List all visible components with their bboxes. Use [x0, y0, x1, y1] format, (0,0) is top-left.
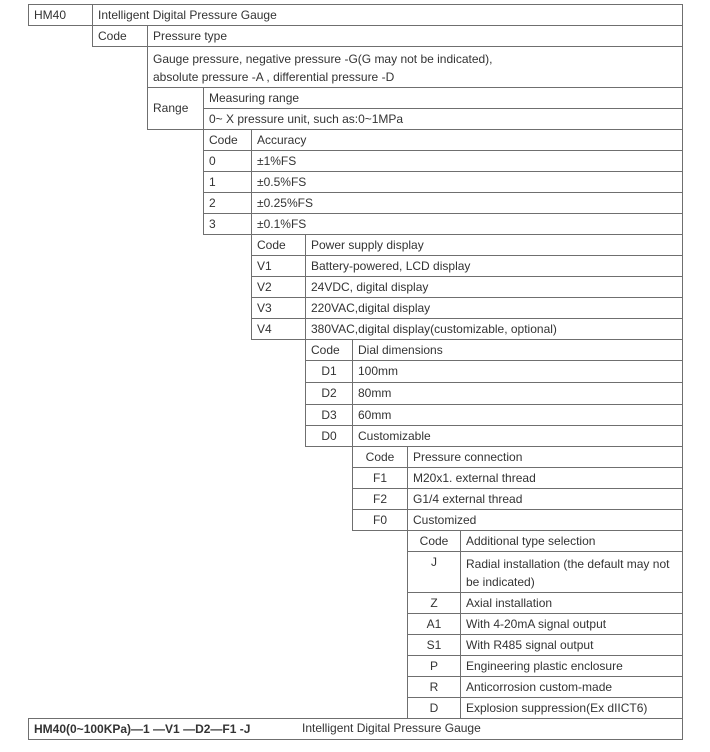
measuring-range-header: Measuring range — [203, 87, 683, 109]
connection-code: F2 — [352, 488, 408, 510]
power-value: Battery-powered, LCD display — [305, 255, 683, 277]
power-value: 220VAC,digital display — [305, 297, 683, 319]
pressure-type-header: Pressure type — [147, 25, 683, 47]
power-code: V2 — [251, 276, 306, 298]
additional-code: S1 — [407, 634, 461, 656]
connection-code-header: Code — [352, 446, 408, 468]
dial-code: D1 — [305, 360, 353, 383]
power-header: Power supply display — [305, 234, 683, 256]
additional-code-header: Code — [407, 530, 461, 552]
connection-value: M20x1. external thread — [407, 467, 683, 489]
accuracy-code: 3 — [203, 213, 252, 235]
accuracy-header: Accuracy — [251, 129, 683, 151]
additional-value: With 4-20mA signal output — [460, 613, 683, 635]
accuracy-code: 2 — [203, 192, 252, 214]
dial-code-header: Code — [305, 339, 353, 361]
power-code: V4 — [251, 318, 306, 340]
additional-header: Additional type selection — [460, 530, 683, 552]
dial-value: 100mm — [352, 360, 683, 383]
connection-code: F1 — [352, 467, 408, 489]
additional-code: P — [407, 655, 461, 677]
model-code-cell: HM40 — [28, 4, 93, 26]
additional-value: With R485 signal output — [460, 634, 683, 656]
range-label: Range — [147, 87, 204, 130]
additional-value: Radial installation (the default may not be indicated) — [460, 551, 683, 593]
accuracy-value: ±0.25%FS — [251, 192, 683, 214]
dial-value: Customizable — [352, 425, 683, 447]
dial-code: D3 — [305, 404, 353, 426]
dial-value: 60mm — [352, 404, 683, 426]
power-value: 24VDC, digital display — [305, 276, 683, 298]
accuracy-code: 1 — [203, 171, 252, 193]
accuracy-code: 0 — [203, 150, 252, 172]
pressure-type-desc-line2: absolute pressure -A , differential pressure -D — [153, 70, 395, 84]
accuracy-value: ±1%FS — [251, 150, 683, 172]
power-code: V1 — [251, 255, 306, 277]
additional-code: R — [407, 676, 461, 698]
additional-code: Z — [407, 592, 461, 614]
dial-header: Dial dimensions — [352, 339, 683, 361]
additional-value: Explosion suppression(Ex dIICT6) — [460, 697, 683, 719]
dial-code: D0 — [305, 425, 353, 447]
pressure-type-description — [147, 46, 683, 88]
dial-code: D2 — [305, 382, 353, 405]
dial-value: 80mm — [352, 382, 683, 405]
connection-header: Pressure connection — [407, 446, 683, 468]
additional-value: Anticorrosion custom-made — [460, 676, 683, 698]
model-example-description: Intelligent Digital Pressure Gauge — [302, 721, 481, 735]
model-example: HM40(0~100KPa)—1 —V1 —D2—F1 -J — [28, 718, 683, 740]
connection-value: G1/4 external thread — [407, 488, 683, 510]
measuring-range-description: 0~ X pressure unit, such as:0~1MPa — [203, 108, 683, 130]
power-code-header: Code — [251, 234, 306, 256]
additional-code: J — [407, 551, 461, 593]
connection-code: F0 — [352, 509, 408, 531]
additional-value: Engineering plastic enclosure — [460, 655, 683, 677]
accuracy-value: ±0.1%FS — [251, 213, 683, 235]
additional-code: D — [407, 697, 461, 719]
pressure-type-desc-line1: Gauge pressure, negative pressure -G(G may not be indicated), — [153, 52, 493, 66]
power-code: V3 — [251, 297, 306, 319]
additional-value: Axial installation — [460, 592, 683, 614]
additional-code: A1 — [407, 613, 461, 635]
accuracy-code-header: Code — [203, 129, 252, 151]
accuracy-value: ±0.5%FS — [251, 171, 683, 193]
product-name-cell: Intelligent Digital Pressure Gauge — [92, 4, 683, 26]
power-value: 380VAC,digital display(customizable, optional) — [305, 318, 683, 340]
pressure-type-code-header: Code — [92, 25, 148, 47]
connection-value: Customized — [407, 509, 683, 531]
